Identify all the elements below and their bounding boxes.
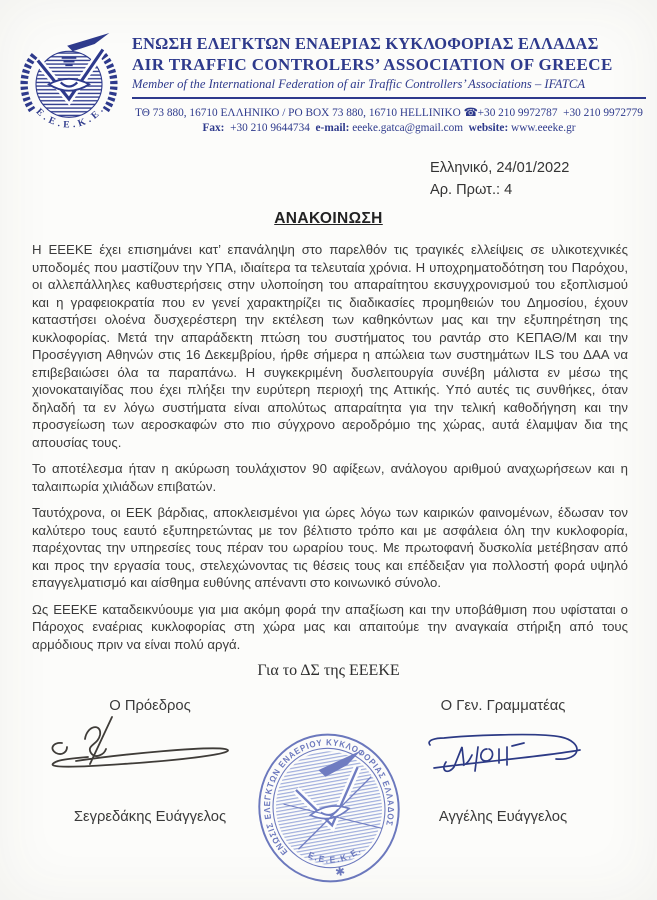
email-value: eeeke.gatca@gmail.com [352,122,464,134]
fax-label: Fax: [202,122,225,134]
stamp-ring-text: ΕΝΩΣΙΣ ΕΛΕΓΚΤΩΝ ΕΝΑΕΡΙΟΥ ΚΥΚΛΟΦΟΡΙΑΣ ΕΛΛΑΔΟΣ [261,737,396,858]
paragraph-2: Το αποτέλεσμα ήταν η ακύρωση τουλάχιστον 90 αφίξεων, ανάλογου αριθμού αναχωρήσεων και η ταλαιπωρία χιλιάδων επιβατών. [32,461,628,494]
protocol-number: Αρ. Πρωτ.: 4 [430,182,513,198]
president-role: Ο Πρόεδρος [109,698,191,714]
closing-section [0,662,657,900]
phone-number-2: +30 210 9972779 [563,107,643,119]
body-text [32,241,628,653]
fax-number: +30 210 9644734 [230,122,310,134]
email-label: e-mail: [315,122,350,134]
signature-secretary [418,724,608,784]
secretary-name: Αγγέλης Ευάγγελος [438,809,568,825]
stamp-star: ✱ [334,864,347,880]
paragraph-3: Ταυτόχρονα, οι ΕΕΚ βάρδιας, αποκλεισμένοι για ώρες λόγω των καιρικών φαινομένων, έδωσαν τον καλύτερο τους εαυτό εξυπηρετώντας με τον βέλτιστο τρόπο και με ασφάλεια όλη την κυκλοφορία, παρέχοντας την υπηρεσίες τους πέραν του ωραρίου τους. Με πρωτοφανή δυσκολία μετέβησαν από και προς την εργασία τους, στελεχώνοντας τις θέσεις τους και επέδειξαν για πολλοστή φορά υψηλό επαγγελματισμό και αίσθημα ευθύνης απέναντι στο κοινωνικό σύνολο. [32,505,628,590]
logo-letters: Ε.Ε.Ε.Κ.Ε. [33,104,107,131]
stamp-inner-letters: Ε.Ε.Ε.Κ.Ε. [306,844,364,865]
membership-line: Member of the International Federation of air Traffic Controllers’ Associations – IFATCA [132,77,646,99]
title-wrap [0,210,657,228]
phone-number-1: +30 210 9972787 [477,107,558,119]
address-text: ΤΘ 73 880, 16710 ΕΛΛΗΝΙΚΟ / PO BOX 73 880, 16710 HELLINIKO [135,107,461,119]
for-board-line: Για το ΔΣ της ΕΕΕΚΕ [257,662,400,679]
phone-icon: ☎ [463,107,478,119]
org-name-greek: ΕΝΩΣΗ ΕΛΕΓΚΤΩΝ ΕΝΑΕΡΙΑΣ ΚΥΚΛΟΦΟΡΙΑΣ ΕΛΛΑΔΑΣ [132,34,599,53]
president-name: Σεγρεδάκης Ευάγγελος [73,809,227,825]
document-title: ΑΝΑΚΟΙΝΩΣΗ [274,210,383,227]
place-date: Ελληνικό, 24/01/2022 [430,160,570,176]
date-block [430,157,657,201]
paragraph-1: Η ΕΕΕΚΕ έχει επισημάνει κατ’ επανάληψη στο παρελθόν τις τραγικές ελλείψεις σε υλικοτεχνικές υποδομές που μαστίζουν την ΥΠΑ, ιδιαίτερα τα τελευταία χρόνια. Η υποχρηματοδότηση του Παρόχου, οι αλλεπάλληλες καθυστερήσεις στην υλοποίηση του απαραίτητου εκσυγχρονισμού του εξοπλισμού και η γραφειοκρατία που εν γενεί χαρακτηρίζει τις διαδικασίες προμηθειών του Δημοσίου, έχουν καταστήσει ολοένα δυσχερέστερη την εκτέλεση των καθηκόντων μας και την εξυπηρέτηση της κυκλοφορίας. Μετά την απαράδεκτη πτώση του συστήματος του ραντάρ στο ΚΕΠΑΘ/Μ και την Προσέγγιση Αθηνών στις 16 Δεκεμβρίου, ήρθε σήμερα η απώλεια των συστημάτων ILS του ΔΑΑ να επιβεβαιώσει όλα τα παραπάνω. Η συγκεκριμένη δυσλειτουργία συνέβη μάλιστα εν μέσω της χιονοκαταιγίδας που έχει πλήξει την ευρύτερη περιοχή της Αττικής. Υπό αυτές τις συνθήκες, όταν δηλαδή τα εν λόγω συστήματα είναι απολύτως απαραίτητα για την τελική καθοδήγηση και την προσγείωση των αεροσκαφών στο πιο σύγχρονο αεροδρόμιο της χώρας, αυτά έλαμψαν δια της απουσίας τους. [32,242,628,450]
secretary-role: Ο Γεν. Γραμματέας [440,698,566,714]
org-name-english: AIR TRAFFIC CONTROLERS’ ASSOCIATION OF GREECE [132,55,613,74]
signature-president [28,712,246,782]
paragraph-4: Ως ΕΕΕΚΕ καταδεικνύουμε για μια ακόμη φορά την απαξίωση και την υποβάθμιση που υφίσταται ο Πάροχος εναέριας κυκλοφορίας στη χώρα μας και απαιτούμε την αναγκαία στήριξη από τους αρμόδιους πριν να είναι πολύ αργά. [32,601,628,652]
website-value: www.eeeke.gr [511,122,576,134]
website-label: website: [468,122,509,134]
